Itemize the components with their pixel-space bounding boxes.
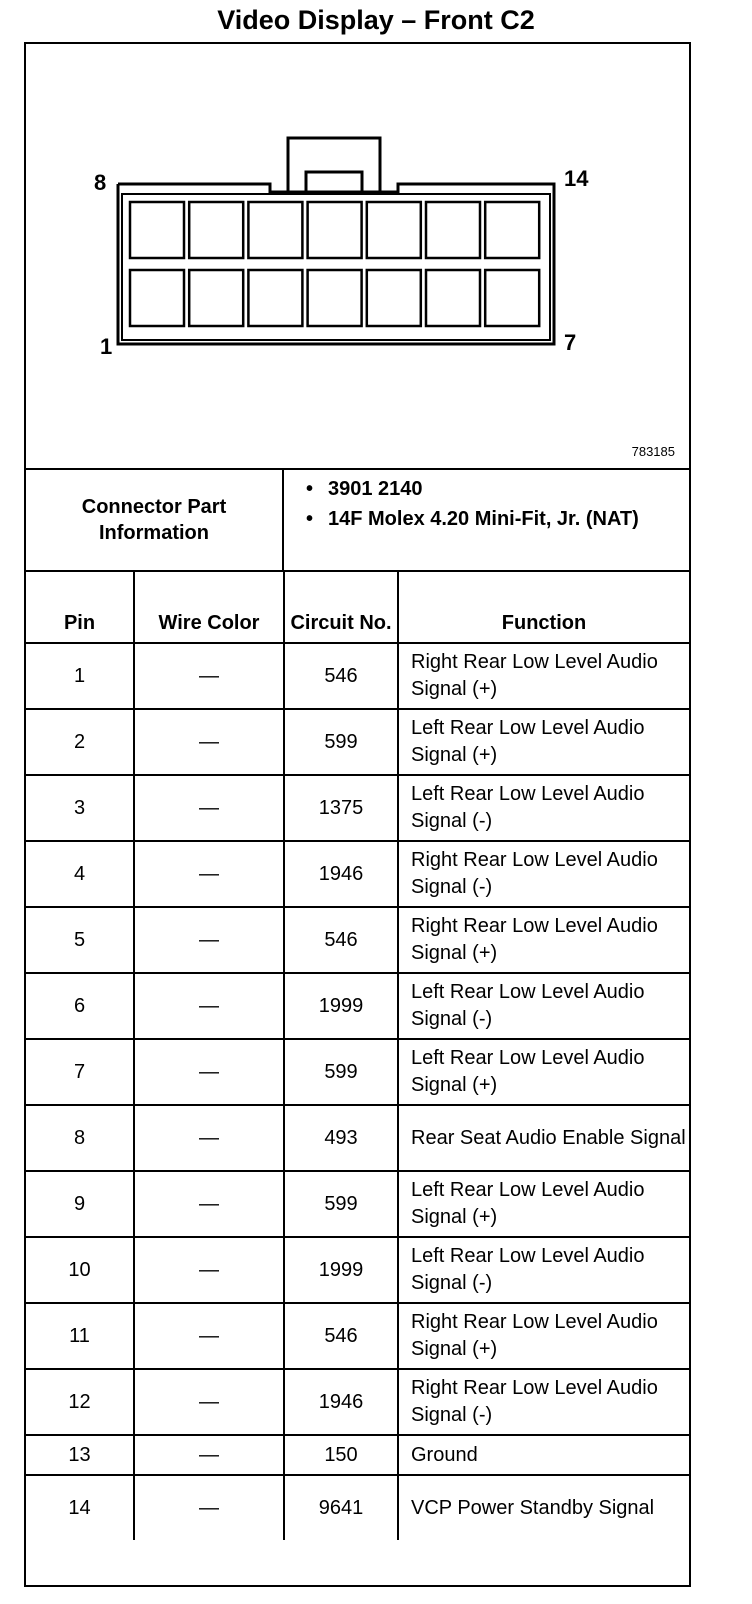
header-pin: Pin [26, 572, 134, 643]
pin-cavity [485, 270, 539, 326]
circuit-cell: 1375 [284, 775, 398, 841]
wire-color-cell: — [134, 1435, 284, 1475]
pin-cavity [130, 202, 184, 258]
table-row [26, 1475, 689, 1540]
circuit-cell: 599 [284, 1039, 398, 1105]
connector-face-illustration [26, 44, 689, 468]
connector-part-info-values [302, 476, 682, 536]
pin-cell: 11 [26, 1303, 134, 1369]
function-cell: Rear Seat Audio Enable Signal [398, 1105, 689, 1171]
table-row [26, 1039, 689, 1105]
circuit-cell: 1946 [284, 841, 398, 907]
pin-cell: 2 [26, 709, 134, 775]
pin-cell: 6 [26, 973, 134, 1039]
pin-cavity [426, 202, 480, 258]
pin-cavity [189, 202, 243, 258]
page-title: Video Display – Front C2 [217, 5, 535, 35]
function-cell: Left Rear Low Level Audio Signal (-) [398, 775, 689, 841]
circuit-cell: 493 [284, 1105, 398, 1171]
circuit-cell: 1999 [284, 1237, 398, 1303]
pin-cell: 12 [26, 1369, 134, 1435]
connector-part-info-label: Connector Part Information [26, 470, 284, 570]
pin-label-1: 1 [100, 334, 113, 359]
pin-cell: 9 [26, 1171, 134, 1237]
function-cell: Ground [398, 1435, 689, 1475]
header-circuit-no: Circuit No. [284, 572, 398, 643]
pin-cavity [367, 270, 421, 326]
wire-color-cell: — [134, 1303, 284, 1369]
wire-color-cell: — [134, 907, 284, 973]
pin-cavities [130, 202, 539, 326]
function-cell: VCP Power Standby Signal [411, 1496, 655, 1519]
table-row [26, 1435, 689, 1475]
pin-label-8: 8 [94, 170, 107, 195]
wire-color-cell: — [134, 841, 284, 907]
wire-color-cell: — [134, 1171, 284, 1237]
circuit-cell: 1999 [284, 973, 398, 1039]
pin-cavity [130, 270, 184, 326]
pin-cell: 4 [26, 841, 134, 907]
table-row [26, 1105, 689, 1171]
table-row [26, 1303, 689, 1369]
wire-color-cell: — [134, 709, 284, 775]
wire-color-cell: — [134, 775, 284, 841]
function-cell: Left Rear Low Level Audio Signal (+) [398, 1171, 689, 1237]
connector-frame [24, 42, 691, 1587]
circuit-cell: 546 [284, 643, 398, 709]
pin-cell: 14 [26, 1475, 134, 1540]
circuit-cell: 9641 [284, 1475, 398, 1540]
wire-color-cell: — [134, 1369, 284, 1435]
table-row [26, 841, 689, 907]
pin-cavity [248, 202, 302, 258]
pin-cell: 8 [26, 1105, 134, 1171]
pin-cavity [308, 270, 362, 326]
pin-cavity [189, 270, 243, 326]
pin-cavity [308, 202, 362, 258]
table-row [26, 907, 689, 973]
pinout-table [26, 572, 689, 1540]
wire-color-cell: — [134, 1237, 284, 1303]
connector-description: • 14F Molex 4.20 Mini-Fit, Jr. (NAT) [302, 506, 682, 532]
wire-color-cell: — [134, 643, 284, 709]
connector-diagram [26, 44, 689, 470]
pin-cavity [485, 202, 539, 258]
pin-cell: 5 [26, 907, 134, 973]
pin-cell: 13 [26, 1435, 134, 1475]
pin-cavity [248, 270, 302, 326]
pin-cavity [367, 202, 421, 258]
circuit-cell: 599 [284, 709, 398, 775]
function-cell: Right Rear Low Level Audio Signal (-) [398, 841, 689, 907]
table-row [26, 709, 689, 775]
pin-label-7: 7 [564, 330, 577, 355]
pin-cell: 1 [26, 643, 134, 709]
function-cell: Right Rear Low Level Audio Signal (+) [398, 1303, 689, 1369]
circuit-cell: 546 [284, 907, 398, 973]
table-row [26, 643, 689, 709]
function-cell: Left Rear Low Level Audio Signal (+) [398, 709, 689, 775]
pin-cell: 3 [26, 775, 134, 841]
pin-cell: 10 [26, 1237, 134, 1303]
connector-latch [288, 138, 380, 192]
pin-cavity [426, 270, 480, 326]
table-row [26, 1237, 689, 1303]
function-cell: Right Rear Low Level Audio Signal (+) [398, 643, 689, 709]
connector-part-info [26, 470, 689, 572]
function-cell: Left Rear Low Level Audio Signal (-) [398, 973, 689, 1039]
wire-color-cell: — [134, 1105, 284, 1171]
function-cell: Left Rear Low Level Audio Signal (-) [398, 1237, 689, 1303]
table-row [26, 973, 689, 1039]
circuit-cell: 599 [284, 1171, 398, 1237]
wire-color-cell: — [134, 1475, 284, 1540]
circuit-cell: 546 [284, 1303, 398, 1369]
connector-part-number: • 3901 2140 [302, 476, 682, 502]
table-row [26, 1369, 689, 1435]
table-header-row [26, 572, 689, 643]
circuit-cell: 1946 [284, 1369, 398, 1435]
pin-cell: 7 [26, 1039, 134, 1105]
function-cell: Left Rear Low Level Audio Signal (+) [398, 1039, 689, 1105]
wire-color-cell: — [134, 973, 284, 1039]
connector-latch-window [306, 172, 362, 192]
table-row [26, 1171, 689, 1237]
table-row [26, 775, 689, 841]
header-wire-color: Wire Color [134, 572, 284, 643]
wire-color-cell: — [134, 1039, 284, 1105]
header-function: Function [398, 572, 689, 643]
pin-label-14: 14 [564, 166, 589, 191]
function-cell: Right Rear Low Level Audio Signal (-) [398, 1369, 689, 1435]
circuit-cell: 150 [284, 1435, 398, 1475]
function-cell: Right Rear Low Level Audio Signal (+) [398, 907, 689, 973]
diagram-part-number: 783185 [631, 444, 675, 459]
